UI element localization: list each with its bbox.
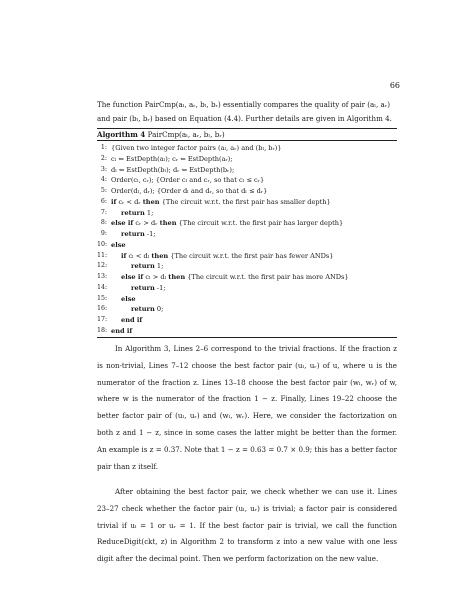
line-text: return 1; [131, 262, 164, 271]
line-number: 6: [100, 197, 107, 205]
algorithm-line [97, 294, 397, 305]
line-text: else [121, 294, 136, 303]
line-number: 5: [100, 187, 107, 194]
algorithm-line [97, 326, 397, 337]
line-number: 17: [97, 316, 108, 323]
algorithm-line [97, 186, 397, 197]
line-number: 14: [97, 283, 108, 291]
algorithm-line [97, 197, 397, 208]
line-text: Order(dₗ, dᵣ); {Order dₗ and dᵣ, so that dₗ ≤ dᵣ} [111, 187, 268, 195]
line-number: 11: [97, 251, 108, 259]
line-text: else [111, 240, 126, 249]
line-text: cₗ ⇐ EstDepth(aₗ); cᵣ ⇐ EstDepth(aᵣ); [111, 154, 233, 163]
line-number: 9: [100, 230, 107, 237]
line-number: 1: [100, 144, 107, 151]
line-text: dₗ ⇐ EstDepth(bₗ); dᵣ ⇐ EstDepth(bᵣ); [111, 165, 235, 174]
algorithm-line [97, 165, 397, 176]
algorithm-line [97, 229, 397, 240]
line-text: end if [111, 326, 133, 335]
line-text: if cᵣ < dᵣ then {The circuit w.r.t. the first pair has smaller depth} [111, 197, 331, 206]
line-number: 8: [100, 219, 107, 227]
algorithm-line [97, 304, 397, 315]
algorithm-label: Algorithm 4 [97, 130, 146, 139]
algorithm-line [97, 272, 397, 283]
line-number: 4: [100, 176, 107, 184]
line-number: 15: [97, 294, 108, 302]
line-number: 2: [100, 154, 107, 162]
line-text: Order(cₗ, cᵣ); {Order cₗ and cᵣ, so that cₗ ≤ cᵣ} [111, 176, 265, 185]
line-number: 12: [97, 262, 108, 270]
line-number: 7: [100, 208, 107, 216]
line-number: 13: [97, 273, 108, 280]
algorithm-box [97, 128, 397, 338]
line-number: 3: [100, 165, 107, 173]
line-text: return 0; [131, 305, 164, 314]
algorithm-line [97, 175, 397, 186]
line-text: return -1; [131, 283, 166, 292]
paragraph-1: In Algorithm 3, Lines 2–6 correspond to the trivial fractions. If the fraction z is non-trivial, Lines 7–12 choose the best factor pair (uₗ, uᵣ) of u, where u is the numerator of the fraction z. Lines 13–18 choose the best factor pair (wₗ, wᵣ) of w, where w is the numerator of the fraction 1 − z. Finally, Lines 19–22 choose the better factor pair of (uₗ, uᵣ) and (wₗ, wᵣ). Here, we consider the factorization on both z and 1 − z, since in some cases the latter might be better than the former. An example is z = 0.37. Note that 1 − z = 0.63 = 0.7 × 0.9; this has a better factor pair than z itself. [97, 344, 397, 471]
line-text: return 1; [121, 208, 154, 217]
algorithm-line [97, 315, 397, 326]
algorithm-line [97, 208, 397, 219]
algorithm-line [97, 261, 397, 272]
algorithm-lines [97, 141, 397, 338]
intro-paragraph: The function PairCmp(aₗ, aᵣ, bₗ, bᵣ) essentially compares the quality of pair (aₗ, aᵣ) and pair (bₗ, bᵣ) based on Equation (4.4). Further details are given in Algorithm 4. [97, 100, 392, 123]
line-text: else if cᵣ > dᵣ then {The circuit w.r.t. the first pair has larger depth} [111, 219, 344, 228]
line-text: return -1; [121, 230, 156, 238]
page-number: 66 [389, 81, 400, 90]
algorithm-title [97, 128, 397, 141]
line-number: 16: [97, 305, 108, 313]
line-text: else if cₗ > dₗ then {The circuit w.r.t. the first pair has more ANDs} [121, 273, 349, 281]
line-number: 18: [97, 326, 108, 334]
algorithm-line [97, 240, 397, 251]
algorithm-signature: PairCmp(aₗ, aᵣ, bₗ, bᵣ) [147, 130, 225, 139]
algorithm-line [97, 154, 397, 165]
algorithm-line [97, 143, 397, 154]
algorithm-line [97, 283, 397, 294]
line-text: end if [121, 316, 143, 324]
line-text: if cₗ < dₗ then {The circuit w.r.t. the first pair has fewer ANDs} [121, 251, 334, 260]
line-number: 10: [97, 240, 108, 248]
paragraph-2: After obtaining the best factor pair, we check whether we can use it. Lines 23–27 check whether the factor pair (uₗ, uᵣ) is trivial; a factor pair is considered trivial if uₗ = 1 or uᵣ = 1. If the best factor pair is trivial, we call the function ReduceDigit(ckt, z) in Algorithm 2 to transform z into a new value with one less digit after the decimal point. Then we perform factorization on the new value. [97, 487, 397, 564]
algorithm-line [97, 218, 397, 229]
algorithm-line [97, 251, 397, 262]
line-text: {Given two integer factor pairs (aₗ, aᵣ) and (bₗ, bᵣ)} [111, 144, 282, 152]
